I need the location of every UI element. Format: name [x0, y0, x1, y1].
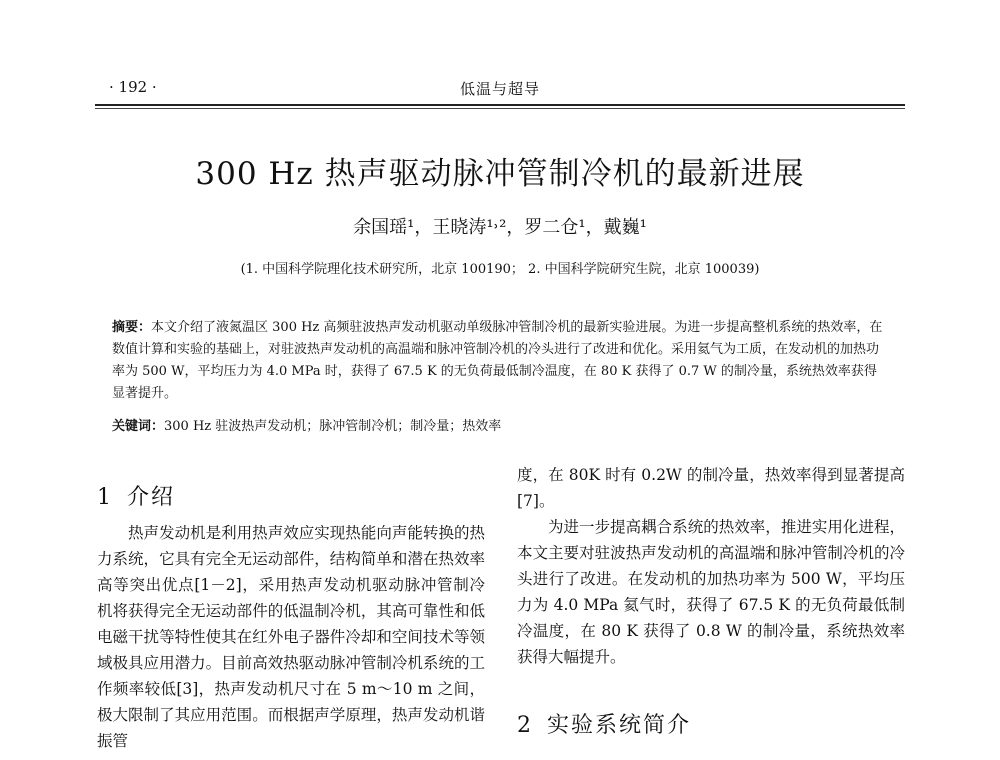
journal-name: 低温与超导: [459, 80, 540, 98]
body-paragraph: 为进一步提高耦合系统的热效率，推进实用化进程，本文主要对驻波热声发动机的高温端和脉冲管制冷机的冷头进行了改进。在发动机的加热功率为 500 W，平均压力为 4.0 MPa 氦气时，获得了 67.5 K 的无负荷最低制冷温度，在 80 K 获得了 0.8 W 的制冷量，系统热效率获得大幅提升。: [517, 518, 905, 666]
header-divider-thin: [95, 108, 905, 109]
section-number: 1: [97, 485, 113, 510]
keywords: [112, 416, 887, 438]
section-title: 介绍: [127, 485, 176, 510]
author-list: 余国瑶¹，王晓涛¹˒²，罗二仓¹，戴巍¹: [353, 217, 647, 238]
abstract-label: 摘要：: [112, 320, 152, 335]
paper-title: 300 Hz 热声驱动脉冲管制冷机的最新进展: [195, 156, 805, 192]
header-divider: [95, 104, 905, 106]
abstract: [112, 317, 887, 405]
section-heading-introduction: [97, 480, 175, 511]
affiliations: (1. 中国科学院理化技术研究所，北京 100190； 2. 中国科学院研究生院，北京 100039): [240, 262, 760, 277]
abstract-text: 本文介绍了液氮温区 300 Hz 高频驻波热声发动机驱动单级脉冲管制冷机的最新实验进展。为进一步提高整机系统的热效率，在数值计算和实验的基础上，对驻波热声发动机的高温端和脉冲管制冷机的冷头进行了改进和优化。采用氦气为工质，在发动机的加热功率为 500 W，平均压力为 4.0 MPa 时，获得了 67.5 K 的无负荷最低制冷温度，在 80 K 获得了 0.7 W 的制冷量，系统热效率获得显著提升。: [112, 320, 883, 401]
left-column: [97, 520, 485, 754]
keywords-label: 关键词：: [112, 419, 165, 434]
section-number: 2: [517, 713, 533, 738]
section-heading-experimental-system: [517, 708, 691, 739]
body-paragraph: 热声发动机是利用热声效应实现热能向声能转换的热力系统，它具有完全无运动部件，结构简单和潜在热效率高等突出优点[1－2]，采用热声发动机驱动脉冲管制冷机将获得完全无运动部件的低温制冷机，其高可靠性和低电磁干扰等特性使其在红外电子器件冷却和空间技术等领域极具应用潜力。目前高效热驱动脉冲管制冷机系统的工作频率较低[3]，热声发动机尺寸在 5 m～10 m 之间，极大限制了其应用范围。而根据声学原理，热声发动机谐振管: [97, 524, 485, 750]
right-column: [517, 462, 905, 670]
page-number: · 192 ·: [109, 78, 157, 96]
keywords-text: 300 Hz 驻波热声发动机；脉冲管制冷机；制冷量；热效率: [164, 419, 502, 434]
section-title: 实验系统简介: [547, 713, 692, 738]
page-header: [95, 78, 905, 104]
body-paragraph-continuation: 度，在 80K 时有 0.2W 的制冷量，热效率得到显著提高[7]。: [517, 466, 905, 510]
